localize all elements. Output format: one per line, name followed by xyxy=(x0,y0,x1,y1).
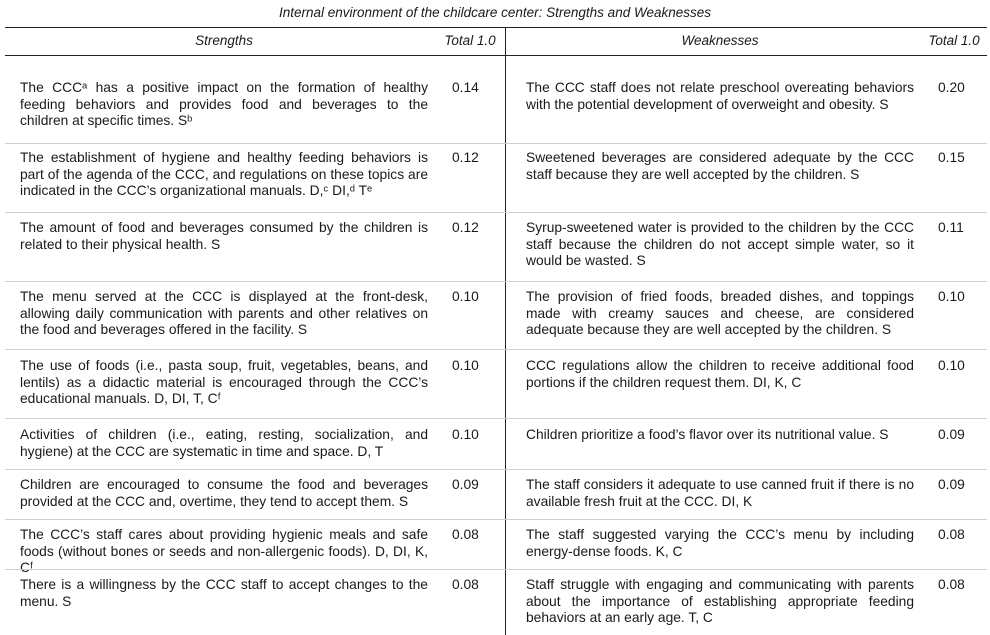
strength-text: The menu served at the CCC is displayed at the front-desk, allowing daily communication with parents and other relatives on the food and beverages offered in the facility. S xyxy=(20,289,428,337)
row-separator xyxy=(5,519,987,520)
strength-total: 0.10 xyxy=(452,289,479,304)
strength-total: 0.12 xyxy=(452,150,479,165)
row-separator xyxy=(5,469,987,470)
row-separator xyxy=(5,212,987,213)
strength-text: The CCC’s staff cares about providing hygienic meals and safe foods (without bones or seeds and non-allergenic foods). D, DI, K, Cᶠ xyxy=(20,527,428,575)
strength-total: 0.09 xyxy=(452,477,479,492)
weakness-total: 0.08 xyxy=(938,527,965,542)
strength-text: The CCCᵃ has a positive impact on the formation of healthy feeding behaviors and provides food and beverages to the children at specific times. Sᵇ xyxy=(20,80,428,128)
weakness-total: 0.10 xyxy=(938,358,965,373)
weakness-text: Syrup-sweetened water is provided to the children by the CCC staff because the children do not accept simple water, so it would be wasted. S xyxy=(526,220,914,268)
strength-text: The use of foods (i.e., pasta soup, fruit, vegetables, beans, and lentils) as a didactic material is encouraged through the CCC’s educational manuals. D, DI, T, Cᶠ xyxy=(20,358,428,406)
top-rule xyxy=(5,27,987,28)
row-separator xyxy=(5,143,987,144)
table-title: Internal environment of the childcare center: Strengths and Weaknesses xyxy=(279,5,711,20)
weakness-total: 0.09 xyxy=(938,427,965,442)
header-strengths-total: Total 1.0 xyxy=(444,33,496,48)
weakness-total: 0.15 xyxy=(938,150,965,165)
weakness-text: The provision of fried foods, breaded dishes, and toppings made with creamy sauces and cheese, are considered adequate because they are well accepted by the children. S xyxy=(526,289,914,337)
strength-text: The amount of food and beverages consumed by the children is related to their physical health. S xyxy=(20,220,428,252)
strength-total: 0.08 xyxy=(452,527,479,542)
weakness-total: 0.20 xyxy=(938,80,965,95)
header-weaknesses: Weaknesses xyxy=(681,33,759,48)
weakness-text: Sweetened beverages are considered adequate by the CCC staff because they are well accepted by the children. S xyxy=(526,150,914,182)
weakness-total: 0.11 xyxy=(938,220,964,235)
strength-text: Activities of children (i.e., eating, resting, socialization, and hygiene) at the CCC are systematic in time and space. D, T xyxy=(20,427,428,459)
weakness-text: Staff struggle with engaging and communicating with parents about the importance of establishing appropriate feeding behaviors at an early age. T, C xyxy=(526,577,914,625)
header-strengths: Strengths xyxy=(195,33,253,48)
weakness-text: Children prioritize a food’s flavor over its nutritional value. S xyxy=(526,427,889,442)
strength-total: 0.10 xyxy=(452,358,479,373)
weakness-text: The staff suggested varying the CCC’s menu by including energy-dense foods. K, C xyxy=(526,527,914,559)
strength-text: The establishment of hygiene and healthy feeding behaviors is part of the agenda of the CCC, and regulations on these topics are indicated in the CCC’s organizational manuals. D,ᶜ DI,ᵈ Tᵉ xyxy=(20,150,428,198)
weakness-total: 0.08 xyxy=(938,577,965,592)
weakness-text: CCC regulations allow the children to receive additional food portions if the children request them. DI, K, C xyxy=(526,358,914,390)
strength-total: 0.08 xyxy=(452,577,479,592)
header-rule xyxy=(5,55,987,56)
weakness-total: 0.09 xyxy=(938,477,965,492)
column-divider xyxy=(505,27,506,635)
strength-text: Children are encouraged to consume the food and beverages provided at the CCC and, overtime, they tend to accept them. S xyxy=(20,477,428,509)
header-weaknesses-total: Total 1.0 xyxy=(928,33,980,48)
weakness-text: The staff considers it adequate to use canned fruit if there is no available fresh fruit at the CCC. DI, K xyxy=(526,477,914,509)
weakness-total: 0.10 xyxy=(938,289,965,304)
strength-total: 0.12 xyxy=(452,220,479,235)
row-separator xyxy=(5,569,987,570)
strength-total: 0.14 xyxy=(452,80,479,95)
strength-text: There is a willingness by the CCC staff to accept changes to the menu. S xyxy=(20,577,428,609)
row-separator xyxy=(5,281,987,282)
row-separator xyxy=(5,349,987,350)
weakness-text: The CCC staff does not relate preschool overeating behaviors with the potential development of overweight and obesity. S xyxy=(526,80,914,112)
row-separator xyxy=(5,418,987,419)
strength-total: 0.10 xyxy=(452,427,479,442)
